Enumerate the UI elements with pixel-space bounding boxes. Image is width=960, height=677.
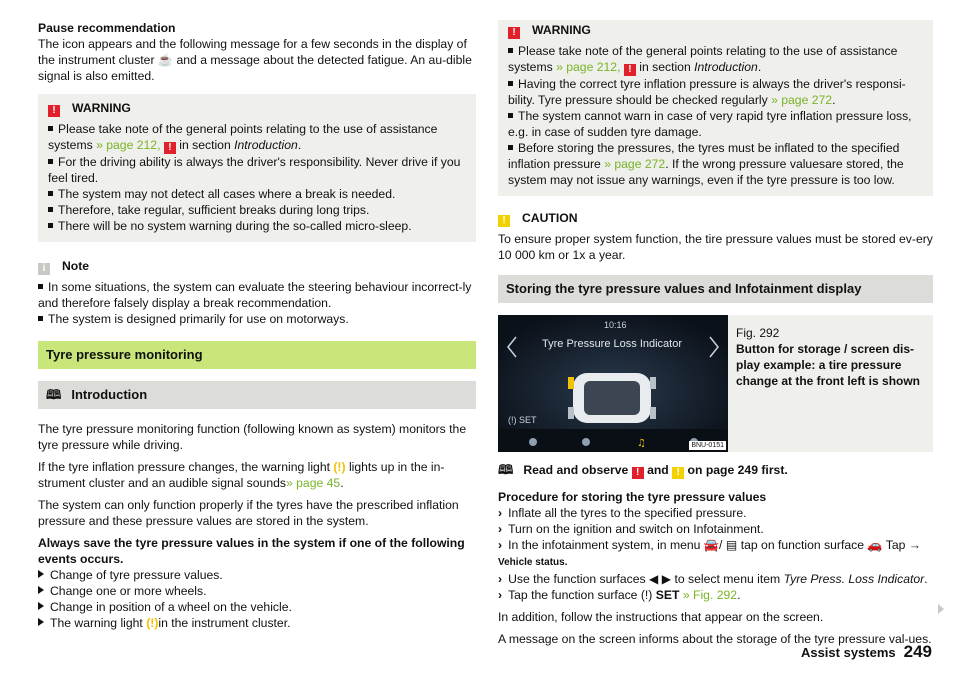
page-link[interactable]: » page 212, xyxy=(96,138,161,152)
warning-icon: ! xyxy=(508,27,520,39)
left-column xyxy=(38,20,476,631)
coffee-cup-icon: ☕ xyxy=(157,53,174,67)
body-paragraph: If the tyre inflation pressure changes, the warning light (!) lights up in the in-strument cluster and an audible signal sounds» page 45. xyxy=(38,460,445,490)
warning-bullet: Having the correct tyre inflation pressure is always the driver's responsi-bility. Tyre pressure should be checked regularly » page 272. xyxy=(508,77,906,107)
page-link[interactable]: » page 45 xyxy=(285,476,341,490)
warning-bullet: Please take note of the general points relating to the use of assistance systems » page 212, ! in section Introduction. xyxy=(48,122,438,153)
warning-icon: ! xyxy=(164,142,176,154)
figure-caption xyxy=(728,315,933,452)
procedure-title: Procedure for storing the tyre pressure values xyxy=(498,490,767,504)
svg-text:♫: ♫ xyxy=(637,438,646,449)
procedure-step: › Use the function surfaces ◀ ▶ to select menu item Tyre Press. Loss Indicator. xyxy=(498,572,928,586)
warning-bullet: Therefore, take regular, sufficient breaks during long trips. xyxy=(48,202,466,218)
pause-paragraph: Pause recommendation The icon appears and the following message for a few seconds in the display of the instrument cluster ☕ and a message about the detected fatigue. An au-dible signal is also emitted. xyxy=(38,21,472,83)
body-paragraph: In addition, follow the instructions that appear on the screen. xyxy=(498,610,824,624)
screen-title: Tyre Pressure Loss Indicator xyxy=(542,338,683,350)
figure-link[interactable]: » Fig. 292 xyxy=(682,588,738,602)
info-icon: i xyxy=(38,263,50,275)
warning-bullet: For the driving ability is always the driver's responsibility. Never drive if you feel tired. xyxy=(48,155,461,185)
arrow-left-right-icon: ◀ ▶ xyxy=(648,572,672,586)
event-item: Change of tyre pressure values. xyxy=(38,567,476,583)
warning-bullet: Before storing the pressures, the tyres must be inflated to the specified inflation pressure » page 272. If the wrong pressure valuesare stored, the system may not issue any warnings, even if the tyre pressure is too low. xyxy=(508,141,904,187)
page-link[interactable]: » page 272 xyxy=(771,93,833,107)
car-menu-icon: 🚘 xyxy=(703,538,720,552)
warning-bullet: The system may not detect all cases where a break is needed. xyxy=(48,186,466,202)
body-paragraph: A message on the screen informs about the storage of the tyre pressure val-ues. xyxy=(498,632,932,646)
note-section: i Note In some situations, the system can evaluate the steering behaviour incorrect-ly and therefore falsely display a break recommendation. The system is designed primarily for use on motorways. xyxy=(38,258,476,327)
warning-bullet: The system cannot warn in case of very rapid tyre inflation pressure loss, e.g. in case of sudden tyre damage. xyxy=(508,109,912,139)
caution-icon: ! xyxy=(672,467,684,479)
section-heading-storing: Storing the tyre pressure values and Infotainment display xyxy=(498,275,933,303)
figure-292 xyxy=(498,315,933,452)
page-link[interactable]: » page 272 xyxy=(604,157,666,171)
body-paragraph: The system can only function properly if the tyres have the prescribed inflation pressure and these pressure values are stored in the system. xyxy=(38,498,459,528)
warning-box-fatigue: ! WARNING Please take note of the general points relating to the use of assistance systems » page 212, ! in section Introduction. For the driving ability is always the driver's responsibility. Never drive if you feel tired. The system may not detect all cases where a break is needed. Therefore, take regular, sufficient breaks during long trips. There will be no system warning during the so-called micro-sleep. xyxy=(38,94,476,242)
figure-caption-text: Button for storage / screen dis-play example: a tire pressure change at the front left is shown xyxy=(736,342,921,388)
warning-bullet: There will be no system warning during the so-called micro-sleep. xyxy=(48,218,466,234)
subsection-heading-introduction: 🕮 Introduction xyxy=(38,381,476,409)
caution-text: To ensure proper system function, the tire pressure values must be stored ev-ery 10 000 km or 1x a year. xyxy=(498,232,933,262)
page-number: 249 xyxy=(903,642,932,661)
infotainment-screen-image xyxy=(498,315,728,452)
note-bullet: In some situations, the system can evaluate the steering behaviour incorrect-ly and therefore falsely display a break recommendation. xyxy=(38,280,472,310)
procedure-step: › In the infotainment system, in menu 🚘/ ▤ tap on function surface 🚗 Tap → Vehicle status. xyxy=(498,538,921,568)
procedure-step: › Inflate all the tyres to the specified pressure. xyxy=(498,506,747,520)
figure-code: BNU-0151 xyxy=(691,442,724,449)
section-heading-tyre-pressure: Tyre pressure monitoring xyxy=(38,341,476,369)
figure-label: Fig. 292 xyxy=(736,326,780,340)
procedure-step: › Turn on the ignition and switch on Infotainment. xyxy=(498,522,764,536)
caution-section: ! CAUTION To ensure proper system function, the tire pressure values must be stored ev-ery 10 000 km or 1x a year. xyxy=(498,211,933,262)
body-paragraph: The tyre pressure monitoring function (following known as system) monitors the tyre pressure while driving. xyxy=(38,422,467,452)
tyre-pressure-icon: (!) xyxy=(640,588,653,602)
event-item: The warning light (!)in the instrument cluster. xyxy=(38,615,476,631)
set-button[interactable]: (!) SET xyxy=(508,415,537,425)
screen-time: 10:16 xyxy=(604,320,627,330)
menu-icon: ▤ xyxy=(725,538,738,552)
pause-title: Pause recommendation xyxy=(38,21,176,35)
event-item: Change one or more wheels. xyxy=(38,583,476,599)
tyre-pressure-icon: (!) xyxy=(146,616,159,630)
read-and-observe: 🕮 Read and observe ! and ! on page 249 first. xyxy=(498,462,788,478)
front-left-tyre xyxy=(568,377,574,389)
book-icon: 🕮 xyxy=(498,462,514,477)
car-icon: 🚗 xyxy=(867,538,883,552)
bold-paragraph: Always save the tyre pressure values in the system if one of the following events occurs. xyxy=(38,536,465,566)
warning-icon: ! xyxy=(624,64,636,76)
book-icon: 🕮 xyxy=(46,387,62,402)
page-footer xyxy=(801,644,932,661)
right-column xyxy=(498,20,933,653)
tyre-pressure-icon: (!) xyxy=(333,460,346,474)
note-bullet: The system is designed primarily for use on motorways. xyxy=(38,311,476,327)
warning-icon: ! xyxy=(48,105,60,117)
footer-section: Assist systems xyxy=(800,645,896,660)
caution-icon: ! xyxy=(498,215,510,227)
warning-bullet: Please take note of the general points relating to the use of assistance systems » page 212, ! in section Introduction. xyxy=(508,44,898,75)
event-item: Change in position of a wheel on the vehicle. xyxy=(38,599,476,615)
warning-icon: ! xyxy=(632,467,644,479)
warning-box-tyre: ! WARNING Please take note of the general points relating to the use of assistance systems » page 212, ! in section Introduction. Having the correct tyre inflation pressure is always the driver's responsi-bility. Tyre pressure should be checked regularly » page 272. The system cannot warn in case of very rapid tyre inflation pressure loss, e.g. in case of sudden tyre damage. Before storing the pressures, the tyres must be inflated to the specified inflation pressure » page 272. If the wrong pressure valuesare stored, the system may not issue any warnings, even if the tyre pressure is too low. xyxy=(498,20,933,196)
procedure-step: › Tap the function surface (!) SET » Fig. 292. xyxy=(498,588,741,602)
continue-arrow-icon xyxy=(938,604,944,614)
page-link[interactable]: » page 212, xyxy=(556,60,621,74)
